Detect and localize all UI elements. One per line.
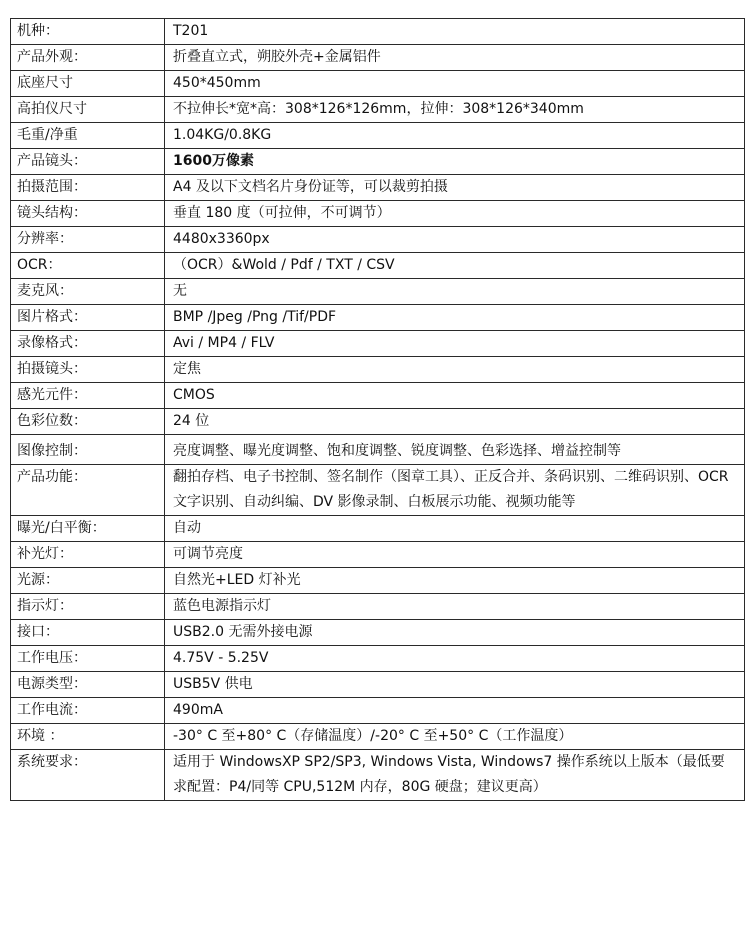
spec-key: 工作电流： [11, 698, 165, 724]
spec-key: OCR： [11, 253, 165, 279]
spec-row-model [11, 19, 745, 45]
spec-row-fill-light [11, 542, 745, 568]
spec-key: 系统要求： [11, 750, 165, 801]
spec-table [10, 18, 745, 801]
spec-key: 产品外观： [11, 45, 165, 71]
spec-value: 4480x3360px [165, 227, 745, 253]
spec-value: 亮度调整、曝光度调整、饱和度调整、锐度调整、色彩选择、增益控制等 [165, 435, 745, 465]
spec-key: 指示灯： [11, 594, 165, 620]
spec-key: 色彩位数： [11, 409, 165, 435]
spec-key: 拍摄范围： [11, 175, 165, 201]
spec-row-interface [11, 620, 745, 646]
spec-row-indicator [11, 594, 745, 620]
spec-key: 环境 ： [11, 724, 165, 750]
spec-row-image-control [11, 435, 745, 465]
spec-value: 适用于 WindowsXP SP2/SP3, Windows Vista, Windows7 操作系统以上版本（最低要求配置：P4/同等 CPU,512M 内存，80G 硬盘；建议更高） [165, 750, 745, 801]
spec-value: BMP /Jpeg /Png /Tif/PDF [165, 305, 745, 331]
spec-value: 定焦 [165, 357, 745, 383]
spec-key: 电源类型： [11, 672, 165, 698]
spec-value: 蓝色电源指示灯 [165, 594, 745, 620]
spec-value: CMOS [165, 383, 745, 409]
spec-key: 拍摄镜头： [11, 357, 165, 383]
spec-key: 录像格式： [11, 331, 165, 357]
spec-row-microphone [11, 279, 745, 305]
spec-row-base-size [11, 71, 745, 97]
spec-key: 分辨率： [11, 227, 165, 253]
spec-value: （OCR）&Wold / Pdf / TXT / CSV [165, 253, 745, 279]
spec-value: 24 位 [165, 409, 745, 435]
spec-value: 490mA [165, 698, 745, 724]
spec-row-device-size [11, 97, 745, 123]
spec-value: 折叠直立式，朔胶外壳+金属铝件 [165, 45, 745, 71]
spec-value: 1.04KG/0.8KG [165, 123, 745, 149]
spec-row-ocr [11, 253, 745, 279]
spec-row-lens-structure [11, 201, 745, 227]
spec-value: Avi / MP4 / FLV [165, 331, 745, 357]
spec-value: 可调节亮度 [165, 542, 745, 568]
spec-row-environment [11, 724, 745, 750]
spec-value: 自动 [165, 516, 745, 542]
spec-key: 麦克风： [11, 279, 165, 305]
spec-key: 产品功能： [11, 465, 165, 516]
spec-row-power-type [11, 672, 745, 698]
spec-row-light-source [11, 568, 745, 594]
spec-key: 底座尺寸 [11, 71, 165, 97]
spec-key: 曝光/白平衡： [11, 516, 165, 542]
spec-value: 垂直 180 度（可拉伸，不可调节） [165, 201, 745, 227]
spec-value: 450*450mm [165, 71, 745, 97]
spec-row-lens [11, 149, 745, 175]
spec-value: 翻拍存档、电子书控制、签名制作（图章工具）、正反合并、条码识别、二维码识别、OCR 文字识别、自动纠编、DV 影像录制、白板展示功能、视频功能等 [165, 465, 745, 516]
spec-value: 4.75V - 5.25V [165, 646, 745, 672]
spec-row-weight [11, 123, 745, 149]
spec-value: 不拉伸长*宽*高：308*126*126mm，拉伸：308*126*340mm [165, 97, 745, 123]
spec-value: 1600万像素 [165, 149, 745, 175]
spec-row-voltage [11, 646, 745, 672]
spec-row-sensor [11, 383, 745, 409]
spec-key: 接口： [11, 620, 165, 646]
spec-row-color-depth [11, 409, 745, 435]
spec-row-appearance [11, 45, 745, 71]
spec-value: USB2.0 无需外接电源 [165, 620, 745, 646]
spec-key: 毛重/净重 [11, 123, 165, 149]
spec-row-system-requirements [11, 750, 745, 801]
spec-value: 无 [165, 279, 745, 305]
spec-key: 产品镜头： [11, 149, 165, 175]
spec-row-resolution [11, 227, 745, 253]
spec-key: 机种： [11, 19, 165, 45]
spec-row-image-format [11, 305, 745, 331]
spec-row-shooting-range [11, 175, 745, 201]
spec-key: 高拍仪尺寸 [11, 97, 165, 123]
spec-key: 感光元件： [11, 383, 165, 409]
spec-value: A4 及以下文档名片身份证等，可以裁剪拍摄 [165, 175, 745, 201]
spec-row-video-format [11, 331, 745, 357]
spec-value: USB5V 供电 [165, 672, 745, 698]
spec-key: 图像控制： [11, 435, 165, 465]
spec-key: 光源： [11, 568, 165, 594]
spec-key: 图片格式： [11, 305, 165, 331]
spec-key: 补光灯： [11, 542, 165, 568]
spec-value: T201 [165, 19, 745, 45]
spec-row-exposure [11, 516, 745, 542]
spec-key: 工作电压： [11, 646, 165, 672]
spec-row-focus [11, 357, 745, 383]
spec-value: -30° C 至+80° C（存储温度）/-20° C 至+50° C（工作温度） [165, 724, 745, 750]
spec-key: 镜头结构： [11, 201, 165, 227]
spec-row-current [11, 698, 745, 724]
spec-row-functions [11, 465, 745, 516]
spec-value: 自然光+LED 灯补光 [165, 568, 745, 594]
